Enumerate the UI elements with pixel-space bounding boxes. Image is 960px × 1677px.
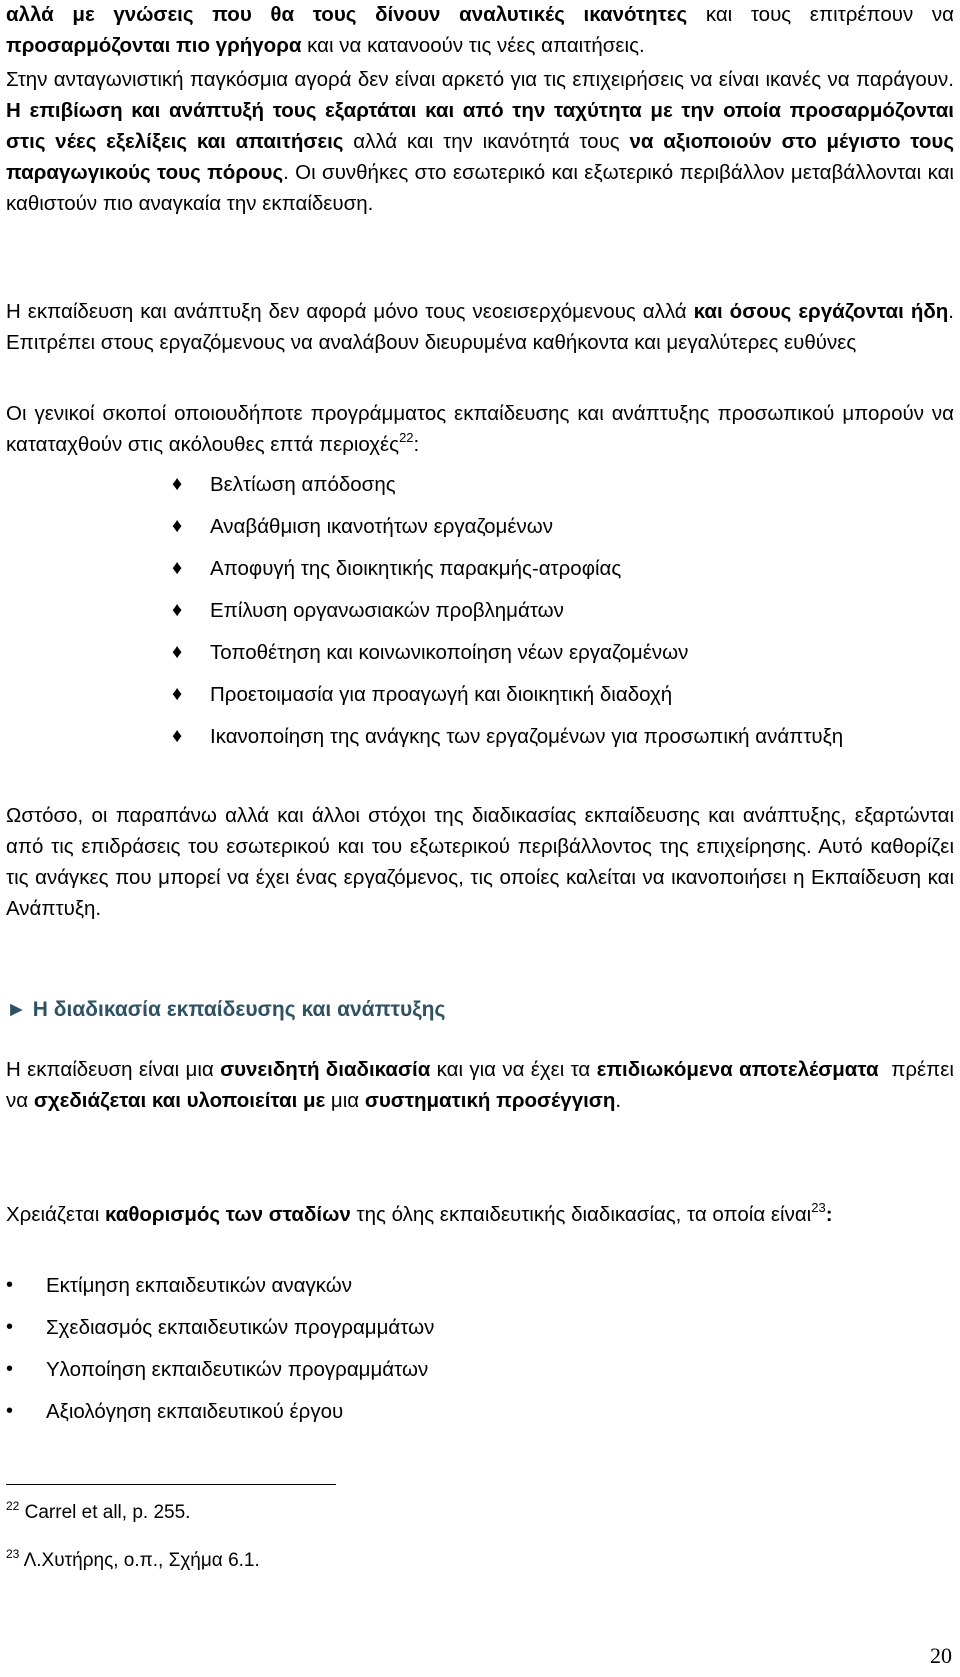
text-bold: συστηματική προσέγγιση — [364, 1089, 616, 1112]
text-bold: να αξιοποιούν στο μέγιστο τους παραγωγικούς τους πόρους — [6, 130, 954, 184]
paragraph-2 — [6, 64, 954, 219]
text: και για να έχει τα — [430, 1058, 597, 1081]
diamond-bullet-icon: ♦ — [172, 641, 183, 663]
text: Στην ανταγωνιστική παγκόσμια αγορά δεν είναι αρκετό για τις επιχειρήσεις να είναι ικανές να παράγουν. — [6, 68, 954, 91]
list-item-text: Σχεδιασμός εκπαιδευτικών προγραμμάτων — [46, 1316, 435, 1339]
footnote-number: 23 — [6, 1547, 20, 1561]
list-item-text: Βελτίωση απόδοσης — [210, 473, 396, 496]
list-item-text: Αξιολόγηση εκπαιδευτικού έργου — [46, 1400, 344, 1423]
text: Οι γενικοί σκοποί οποιουδήποτε προγράμματος εκπαίδευσης και ανάπτυξης προσωπικού μπορούν να καταταχθούν στις ακόλουθες επτά περιοχές — [6, 402, 954, 456]
diamond-bullet-icon: ♦ — [172, 599, 183, 621]
list-item — [6, 721, 954, 752]
text-bold: Η επιβίωση και ανάπτυξή τους εξαρτάται και από την ταχύτητα με την οποία προσαρμόζονται στις νέες εξελίξεις και απαιτήσεις — [6, 99, 954, 153]
list-item — [6, 469, 954, 500]
text: : — [413, 433, 420, 456]
text-bold: σχεδιάζεται και υλοποιείται με — [33, 1089, 326, 1112]
text: αλλά και την ικανότητά τους — [343, 130, 630, 153]
text: μια — [325, 1089, 365, 1112]
list-item — [6, 637, 954, 668]
text-bold: επιδιωκόμενα αποτελέσματα — [596, 1058, 879, 1081]
list-item — [6, 679, 954, 710]
diamond-bullet-icon: ♦ — [172, 725, 183, 747]
list-item — [6, 1270, 954, 1301]
text-bold: αλλά με γνώσεις που θα τους δίνουν αναλυτικές ικανότητες — [6, 3, 688, 26]
bullet-dot-icon: • — [6, 1400, 14, 1422]
goals-list — [6, 469, 954, 763]
text: . — [615, 1089, 622, 1112]
list-item — [6, 1312, 954, 1343]
stages-list — [6, 1270, 954, 1438]
list-item-text: Εκτίμηση εκπαιδευτικών αναγκών — [46, 1274, 353, 1297]
text: και να κατανοούν τις νέες απαιτήσεις. — [301, 34, 645, 57]
list-item — [6, 553, 954, 584]
list-item-text: Τοποθέτηση και κοινωνικοποίηση νέων εργαζομένων — [210, 641, 689, 664]
paragraph-1 — [6, 0, 954, 61]
list-item-text: Αποφυγή της διοικητικής παρακμής-ατροφίας — [210, 557, 622, 580]
text: της όλης εκπαιδευτικής διαδικασίας, τα οποία είναι — [350, 1203, 812, 1226]
text-bold: συνειδητή διαδικασία — [220, 1058, 431, 1081]
diamond-bullet-icon: ♦ — [172, 473, 183, 495]
diamond-bullet-icon: ♦ — [172, 683, 183, 705]
bullet-dot-icon: • — [6, 1358, 14, 1380]
text-bold: και όσους εργάζονται ήδη — [693, 300, 949, 323]
text-bold: προσαρμόζονται πιο γρήγορα — [6, 34, 302, 57]
text-bold: : — [825, 1203, 833, 1226]
list-item — [6, 1354, 954, 1385]
text: Χρειάζεται — [6, 1203, 105, 1226]
list-item-text: Προετοιμασία για προαγωγή και διοικητική διαδοχή — [210, 683, 673, 706]
section-heading — [6, 994, 954, 1025]
footnote-number: 22 — [6, 1499, 20, 1513]
paragraph-5: Ωστόσο, οι παραπάνω αλλά και άλλοι στόχοι της διαδικασίας εκπαίδευσης και ανάπτυξης, εξαρτώνται από τις επιδράσεις του εσωτερικού και του εξωτερικού περιβάλλοντος της επιχείρησης. Αυτό καθορίζει τις ανάγκες που μπορεί να έχει ένας εργαζόμενος, τις οποίες καλείται να ικανοποιήσει η Εκπαίδευση και Ανάπτυξη. — [6, 804, 954, 920]
diamond-bullet-icon: ♦ — [172, 557, 183, 579]
text: πρέπει να — [6, 1058, 960, 1112]
list-item-text: Επίλυση οργανωσιακών προβλημάτων — [210, 599, 564, 622]
text: Η εκπαίδευση και ανάπτυξη δεν αφορά μόνο τους νεοεισερχόμενους αλλά — [6, 300, 694, 323]
footnote-ref[interactable]: 23 — [811, 1200, 826, 1215]
bullet-dot-icon: • — [6, 1274, 14, 1296]
footnote-separator — [6, 1484, 336, 1485]
paragraph-7 — [6, 1199, 954, 1230]
text-bold: καθορισμός των σταδίων — [104, 1203, 351, 1226]
list-item-text: Υλοποίηση εκπαιδευτικών προγραμμάτων — [46, 1358, 429, 1381]
footnote — [6, 1548, 260, 1574]
list-item-text: Ικανοποίηση της ανάγκης των εργαζομένων για προσωπική ανάπτυξη — [210, 725, 844, 748]
paragraph-6 — [6, 1054, 960, 1116]
list-item — [6, 1396, 954, 1427]
diamond-bullet-icon: ♦ — [172, 515, 183, 537]
footnote-text: Carrel et all, p. 255. — [19, 1502, 191, 1523]
text: . Επιτρέπει στους εργαζόμενους να αναλάβουν διευρυμένα καθήκοντα και μεγαλύτερες ευθύνες — [6, 300, 954, 354]
paragraph-4 — [6, 398, 954, 460]
text: Η εκπαίδευση είναι μια — [6, 1058, 221, 1081]
footnote-text: Λ.Χυτήρης, ο.π., Σχήμα 6.1. — [19, 1550, 260, 1571]
list-item — [6, 595, 954, 626]
page-number: 20 — [930, 1643, 952, 1668]
footnote-ref[interactable]: 22 — [399, 430, 414, 445]
section-heading-text: Η διαδικασία εκπαίδευσης και ανάπτυξης — [32, 998, 446, 1021]
text: . Οι συνθήκες στο εσωτερικό και εξωτερικό περιβάλλον μεταβάλλονται και καθιστούν πιο αναγκαία την εκπαίδευση. — [6, 161, 954, 215]
text: και τους επιτρέπουν να — [687, 3, 954, 26]
arrow-right-icon: ► — [6, 998, 27, 1021]
paragraph-3 — [6, 296, 954, 358]
bullet-dot-icon: • — [6, 1316, 14, 1338]
footnote — [6, 1500, 190, 1526]
list-item-text: Αναβάθμιση ικανοτήτων εργαζομένων — [210, 515, 554, 538]
list-item — [6, 511, 954, 542]
